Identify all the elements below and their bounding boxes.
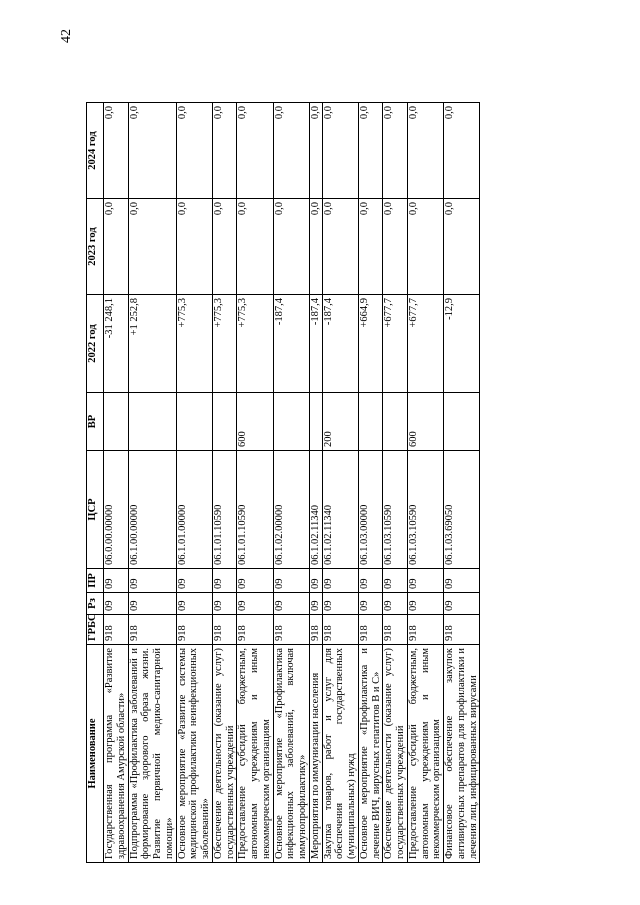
row-2023: 0,0 [309,199,322,295]
table-row [128,103,176,863]
row-2024: 0,0 [212,103,237,199]
row-rz: 09 [383,593,408,615]
table-row [237,103,273,863]
row-grbs: 918 [212,615,237,645]
header-name: Наименование [87,645,104,863]
row-csr: 06.1.03.10590 [383,451,408,569]
row-pr: 09 [273,569,309,593]
row-2023: 0,0 [176,199,212,295]
row-vr [358,393,383,451]
row-2023: 0,0 [322,199,358,295]
table-row [309,103,322,863]
row-2024: 0,0 [273,103,309,199]
header-2023: 2023 год [87,199,104,295]
row-rz: 09 [176,593,212,615]
row-2024: 0,0 [104,103,129,199]
row-pr: 09 [407,569,443,593]
row-csr: 06.1.01.10590 [237,451,273,569]
row-name: Основное мероприятие «Профилактика и лечение ВИЧ, вирусных гепатитов В и С» [358,645,383,863]
row-vr [273,393,309,451]
row-grbs: 918 [444,615,480,645]
row-2024: 0,0 [309,103,322,199]
row-2024: 0,0 [407,103,443,199]
header-rz: Рз [87,593,104,615]
row-grbs: 918 [309,615,322,645]
row-grbs: 918 [358,615,383,645]
row-csr: 06.1.02.11340 [309,451,322,569]
row-rz: 09 [322,593,358,615]
table-row [273,103,309,863]
row-rz: 09 [358,593,383,615]
row-csr: 06.1.03.69050 [444,451,480,569]
row-grbs: 918 [407,615,443,645]
row-grbs: 918 [176,615,212,645]
row-2024: 0,0 [444,103,480,199]
table-row [104,103,129,863]
table-row [383,103,408,863]
row-rz: 09 [273,593,309,615]
row-2022: +775,3 [237,295,273,393]
row-2023: 0,0 [237,199,273,295]
row-csr: 06.0.00.00000 [104,451,129,569]
row-grbs: 918 [383,615,408,645]
row-name: Финансовое обеспечение закупок антивирусных препаратов для профилактики и лечения лиц, инфицированных вирусами [444,645,480,863]
row-grbs: 918 [273,615,309,645]
row-csr: 06.1.01.10590 [212,451,237,569]
table-row [407,103,443,863]
row-grbs: 918 [104,615,129,645]
row-vr [128,393,176,451]
row-pr: 09 [322,569,358,593]
row-2024: 0,0 [237,103,273,199]
row-2024: 0,0 [383,103,408,199]
row-rz: 09 [444,593,480,615]
row-2022: +664,9 [358,295,383,393]
table-row [176,103,212,863]
row-name: Основное мероприятие «Развитие системы медицинской профилактики неинфекционных заболеваний» [176,645,212,863]
row-rz: 09 [407,593,443,615]
row-vr [444,393,480,451]
row-rz: 09 [237,593,273,615]
row-2023: 0,0 [383,199,408,295]
row-2022: +677,7 [383,295,408,393]
row-2022: +775,3 [176,295,212,393]
row-2022: -187,4 [322,295,358,393]
row-pr: 09 [104,569,129,593]
row-2023: 0,0 [444,199,480,295]
row-name: Государственная программа «Развитие здравоохранения Амурской области» [104,645,129,863]
row-2024: 0,0 [128,103,176,199]
row-vr [104,393,129,451]
row-2022: -187,4 [309,295,322,393]
table-row [444,103,480,863]
header-2024: 2024 год [87,103,104,199]
table-row [212,103,237,863]
row-2022: +1 252,8 [128,295,176,393]
budget-table [86,102,480,863]
row-vr [383,393,408,451]
row-name: Подпрограмма «Профилактика заболеваний и формирование здорового образа жизни. Развитие первичной медико-санитарной помощи» [128,645,176,863]
row-csr: 06.1.02.00000 [273,451,309,569]
row-name: Закупка товаров, работ и услуг для обеспечения государственных (муниципальных) нужд [322,645,358,863]
row-grbs: 918 [322,615,358,645]
row-vr: 600 [237,393,273,451]
row-2022: +775,3 [212,295,237,393]
row-csr: 06.1.01.00000 [176,451,212,569]
row-vr: 200 [322,393,358,451]
header-csr: ЦСР [87,451,104,569]
table-header-row [87,103,104,863]
row-2022: -31 248,1 [104,295,129,393]
row-rz: 09 [212,593,237,615]
row-2022: -12,9 [444,295,480,393]
row-2024: 0,0 [322,103,358,199]
row-2024: 0,0 [358,103,383,199]
page-number-text: 42 [59,29,74,43]
row-rz: 09 [104,593,129,615]
table-row [358,103,383,863]
row-name: Обеспечение деятельности (оказание услуг) государственных учреждений [212,645,237,863]
row-pr: 09 [309,569,322,593]
row-2023: 0,0 [407,199,443,295]
row-pr: 09 [128,569,176,593]
table-row [322,103,358,863]
row-2022: +677,7 [407,295,443,393]
row-csr: 06.1.00.00000 [128,451,176,569]
header-vr: ВР [87,393,104,451]
row-csr: 06.1.03.10590 [407,451,443,569]
row-csr: 06.1.03.00000 [358,451,383,569]
row-name: Обеспечение деятельности (оказание услуг) государственных учреждений [383,645,408,863]
row-grbs: 918 [128,615,176,645]
row-2023: 0,0 [128,199,176,295]
row-2023: 0,0 [212,199,237,295]
row-pr: 09 [237,569,273,593]
row-csr: 06.1.02.11340 [322,451,358,569]
row-rz: 09 [309,593,322,615]
row-name: Основное мероприятие «Профилактика инфекционных заболеваний, включая иммунопрофилактику» [273,645,309,863]
row-vr [176,393,212,451]
header-grbs: ГРБС [87,615,104,645]
row-pr: 09 [212,569,237,593]
row-name: Предоставление субсидий бюджетным, автономным учреждениям и иным некоммерческим организациям [237,645,273,863]
row-pr: 09 [176,569,212,593]
row-2023: 0,0 [273,199,309,295]
row-vr [212,393,237,451]
header-2022: 2022 год [87,295,104,393]
row-2023: 0,0 [358,199,383,295]
row-pr: 09 [383,569,408,593]
row-pr: 09 [444,569,480,593]
row-pr: 09 [358,569,383,593]
row-name: Предоставление субсидий бюджетным, автономным учреждениям и иным некоммерческим организациям [407,645,443,863]
row-2022: -187,4 [273,295,309,393]
row-rz: 09 [128,593,176,615]
row-grbs: 918 [237,615,273,645]
header-pr: ПР [87,569,104,593]
row-name: Мероприятия по иммунизации населения [309,645,322,863]
row-2024: 0,0 [176,103,212,199]
budget-table-rotated [86,103,561,863]
row-vr [309,393,322,451]
row-vr: 600 [407,393,443,451]
row-2023: 0,0 [104,199,129,295]
